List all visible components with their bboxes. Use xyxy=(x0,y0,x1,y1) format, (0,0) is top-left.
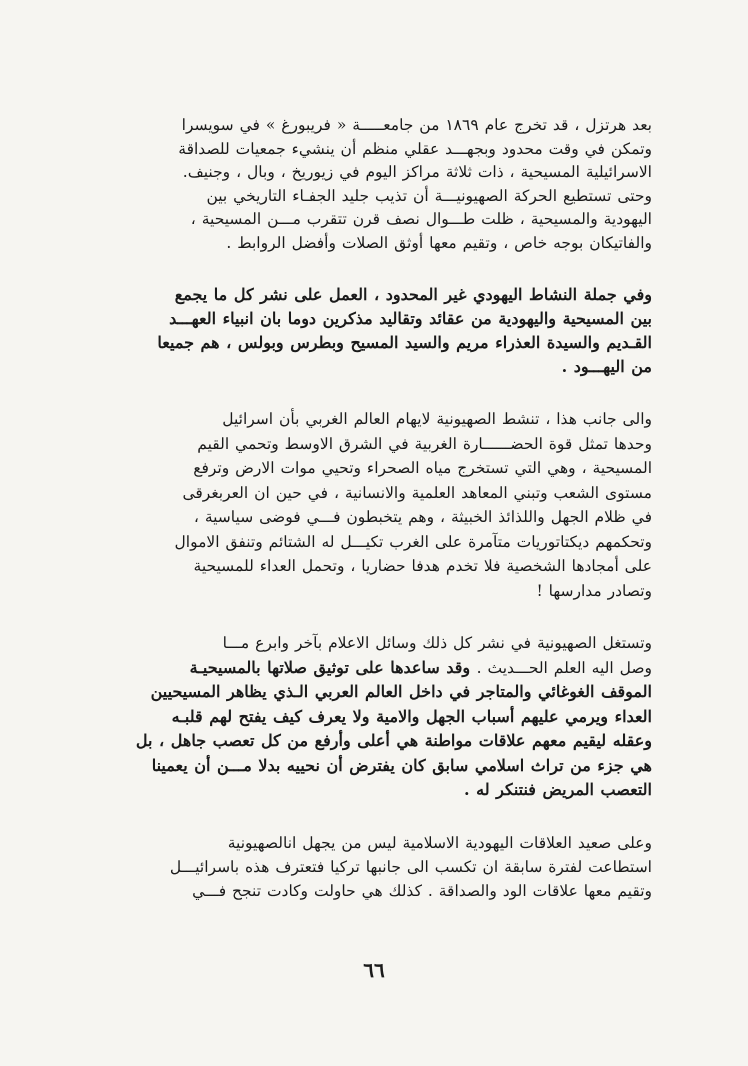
text-line: وتصادر مدارسها ! xyxy=(536,581,652,600)
text-line: وفي جملة النشاط اليهودي غير المحدود ، العمل على نشر كل ما يجمع xyxy=(174,285,652,304)
text-run-bold: وقد ساعدها على توثيق صلاتها بالمسيحيـة xyxy=(189,657,477,677)
text-line: والى جانب هذا ، تنشط الصهيونية لايهام العالم الغربي بأن اسرائيل xyxy=(222,410,652,428)
text-line: المسيحية ، وهي التي تستخرج مياه الصحراء وتحيي موات الارض وترفع xyxy=(193,459,652,477)
text-line xyxy=(116,656,652,681)
text-line: في ظلام الجهل واللذائذ الخبيثة ، وهم يتخبطون فـــي فوضى سياسية ، xyxy=(193,508,652,526)
text-line: وتحكمهم ديكتاتوريات متآمرة على الغرب تكيـــل له الشتائم وتنفق الاموال xyxy=(174,532,652,551)
text-line: والفاتيكان بوجه خاص ، وتقيم معها أوثق الصلات وأفضل الروابط . xyxy=(226,233,652,252)
text-line: وتقيم معها علاقات الود والصداقة . كذلك هي حاولت وكادت تنجح فـــي xyxy=(192,881,652,900)
text-run-normal: وتستغل الصهيونية في نشر كل ذلك وسائل الاعلام بآخر وابرع مـــا xyxy=(222,634,652,652)
paragraph-2 xyxy=(116,283,652,379)
paragraph-5 xyxy=(116,831,652,903)
paragraph-1 xyxy=(116,114,652,255)
text-line xyxy=(116,705,652,730)
text-run-normal: وصل اليه العلم الحـــديث . xyxy=(476,658,652,677)
text-line: وحدها تمثل قوة الحضــــــارة الغربية في الشرق الاوسط وتحمي القيم xyxy=(197,434,652,453)
text-line: وتمكن في وقت محدود وبجهـــد عقلي منظم أن ينشيء جمعيات للصداقة xyxy=(178,139,652,158)
text-line: بين المسيحية واليهودية من عقائد وتقاليد مذكرين دوما بان انبياء العهـــد xyxy=(169,309,652,328)
page-number: ٦٦ xyxy=(363,958,385,982)
text-line xyxy=(116,778,652,803)
text-line: بعد هرتزل ، قد تخرج عام ١٨٦٩ من جامعـــــة « فريبورغ » في سويسرا xyxy=(181,116,652,134)
text-line xyxy=(116,631,652,656)
text-line xyxy=(116,680,652,705)
text-line: استطاعت لفترة سابقة ان تكسب الى جانبها تركيا فتعترف هذه باسرائيـــل xyxy=(169,857,652,876)
paragraph-3 xyxy=(116,407,652,603)
paragraph-4 xyxy=(116,631,652,803)
text-line xyxy=(116,729,652,754)
text-line: القـديم والسيدة العذراء مريم والسيد المسيح وبطرس وبولس ، هم جميعا xyxy=(157,333,652,352)
text-run-bold: الموقف الغوغائي والمتاجر في داخل العالم العربي الـذي يظاهر المسيحيين xyxy=(150,682,652,701)
text-line: وحتى تستطيع الحركة الصهيونيـــة أن تذيب جليد الجفـاء التاريخي بين xyxy=(206,186,652,205)
text-run-bold: العداء ويرمي عليهم أسباب الجهل والامية ولا يعرف كيف يفتح لهم قلبـه xyxy=(171,706,652,726)
text-run-bold: التعصب المريض فنتنكر له . xyxy=(463,780,652,799)
text-line: مستوى الشعب وتبني المعاهد العلمية والانسانية ، في حين ان العربغرقى xyxy=(182,483,652,502)
text-line: وعلى صعيد العلاقات اليهودية الاسلامية ليس من يجهل انالصهيونية xyxy=(227,833,652,852)
text-run-bold: هي جزء من تراث اسلامي سابق كان يفترض أن نحييه بدلا مـــن أن يعمينا xyxy=(151,755,652,775)
text-line: على أمجادها الشخصية فلا تخدم هدفا حضاريا ، وتحمل العداء للمسيحية xyxy=(193,557,652,575)
text-line: اليهودية والمسيحية ، ظلت طـــوال نصف قرن تتقرب مـــن المسيحية ، xyxy=(190,210,652,228)
text-line: من اليهـــود . xyxy=(561,357,652,376)
text-run-bold: وعقله ليقيم معهم علاقات مواطنة هي أعلى وأرفع من كل تعصب جاهل ، بل xyxy=(135,731,652,750)
text-line: الاسرائيلية المسيحية ، ذات ثلاثة مراكز اليوم في زيوريخ ، وبال ، وجنيف. xyxy=(182,163,652,181)
text-line xyxy=(116,754,652,779)
